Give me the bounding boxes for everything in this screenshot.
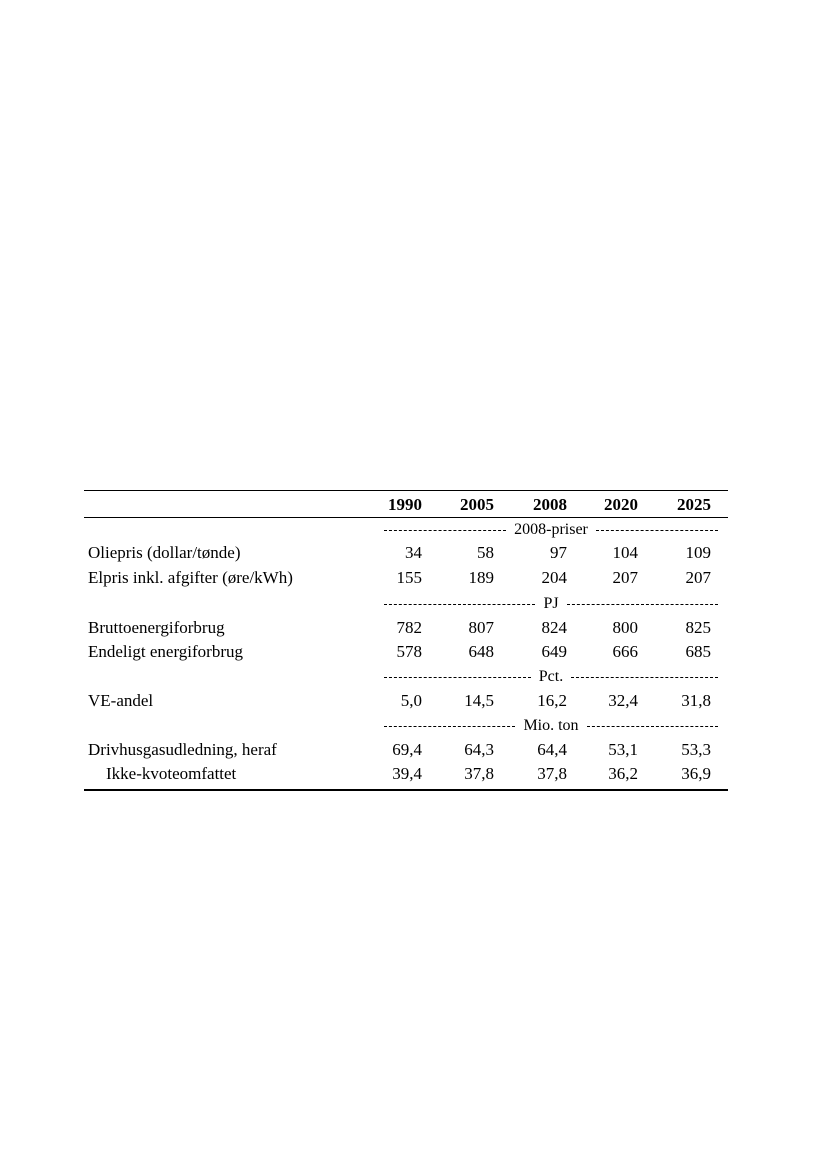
table-cell: 204 — [541, 568, 567, 587]
table-cell: 37,8 — [537, 764, 567, 783]
table-cell: 666 — [612, 642, 638, 661]
table-row — [84, 566, 728, 590]
table-cell: 800 — [612, 618, 638, 637]
table-cell: 36,9 — [681, 764, 711, 783]
table-cell: 32,4 — [608, 691, 638, 710]
year-header: 2005 — [460, 495, 494, 514]
table-cell: 109 — [685, 543, 711, 562]
table-cell: 64,3 — [464, 740, 494, 759]
table-header-row — [84, 493, 728, 517]
table-cell: 37,8 — [464, 764, 494, 783]
energy-table — [84, 490, 728, 791]
row-label: Drivhusgasudledning, heraf — [88, 740, 277, 759]
table-cell: 5,0 — [400, 691, 422, 710]
year-header: 2025 — [677, 495, 711, 514]
table-cell: 53,1 — [608, 740, 638, 759]
table-cell: 824 — [541, 618, 567, 637]
unit-divider-pct — [384, 666, 718, 688]
unit-divider-prices — [384, 519, 718, 541]
table-cell: 782 — [396, 618, 422, 637]
unit-label: Mio. ton — [523, 717, 579, 734]
table-cell: 69,4 — [392, 740, 422, 759]
row-label: VE-andel — [88, 691, 154, 710]
table-cell: 807 — [468, 618, 494, 637]
table-cell: 36,2 — [608, 764, 638, 783]
table-row — [84, 689, 728, 713]
table-bottom-rule — [84, 789, 728, 791]
table-cell: 685 — [685, 642, 711, 661]
table-cell: 578 — [396, 642, 422, 661]
table-cell: 14,5 — [464, 691, 494, 710]
table-top-rule — [84, 490, 728, 491]
table-cell: 64,4 — [537, 740, 567, 759]
year-header: 2008 — [533, 495, 567, 514]
table-row — [84, 762, 728, 786]
table-cell: 104 — [612, 543, 638, 562]
table-cell: 825 — [685, 618, 711, 637]
table-row — [84, 640, 728, 664]
row-label: Bruttoenergiforbrug — [88, 618, 225, 637]
table-cell: 16,2 — [537, 691, 567, 710]
unit-label: Pct. — [538, 668, 564, 685]
table-cell: 155 — [396, 568, 422, 587]
table-row — [84, 738, 728, 762]
table-cell: 189 — [468, 568, 494, 587]
year-header: 2020 — [604, 495, 638, 514]
table-header-rule — [84, 517, 728, 518]
unit-divider-energy — [384, 593, 718, 615]
table-cell: 39,4 — [392, 764, 422, 783]
table-cell: 31,8 — [681, 691, 711, 710]
row-label: Ikke-kvoteomfattet — [106, 764, 237, 783]
row-label: Endeligt energiforbrug — [88, 642, 244, 661]
table-cell: 97 — [550, 543, 567, 562]
table-cell: 649 — [541, 642, 567, 661]
unit-label: PJ — [543, 595, 559, 612]
table-row — [84, 616, 728, 640]
table-cell: 34 — [405, 543, 422, 562]
table-cell: 207 — [612, 568, 638, 587]
unit-divider-emissions — [384, 715, 718, 737]
unit-label: 2008-priser — [514, 521, 588, 538]
table-cell: 53,3 — [681, 740, 711, 759]
table-cell: 58 — [477, 543, 494, 562]
table-row — [84, 541, 728, 565]
row-label: Elpris inkl. afgifter (øre/kWh) — [88, 568, 293, 587]
table-cell: 648 — [468, 642, 494, 661]
year-header: 1990 — [388, 495, 422, 514]
table-cell: 207 — [685, 568, 711, 587]
row-label: Oliepris (dollar/tønde) — [88, 543, 241, 562]
